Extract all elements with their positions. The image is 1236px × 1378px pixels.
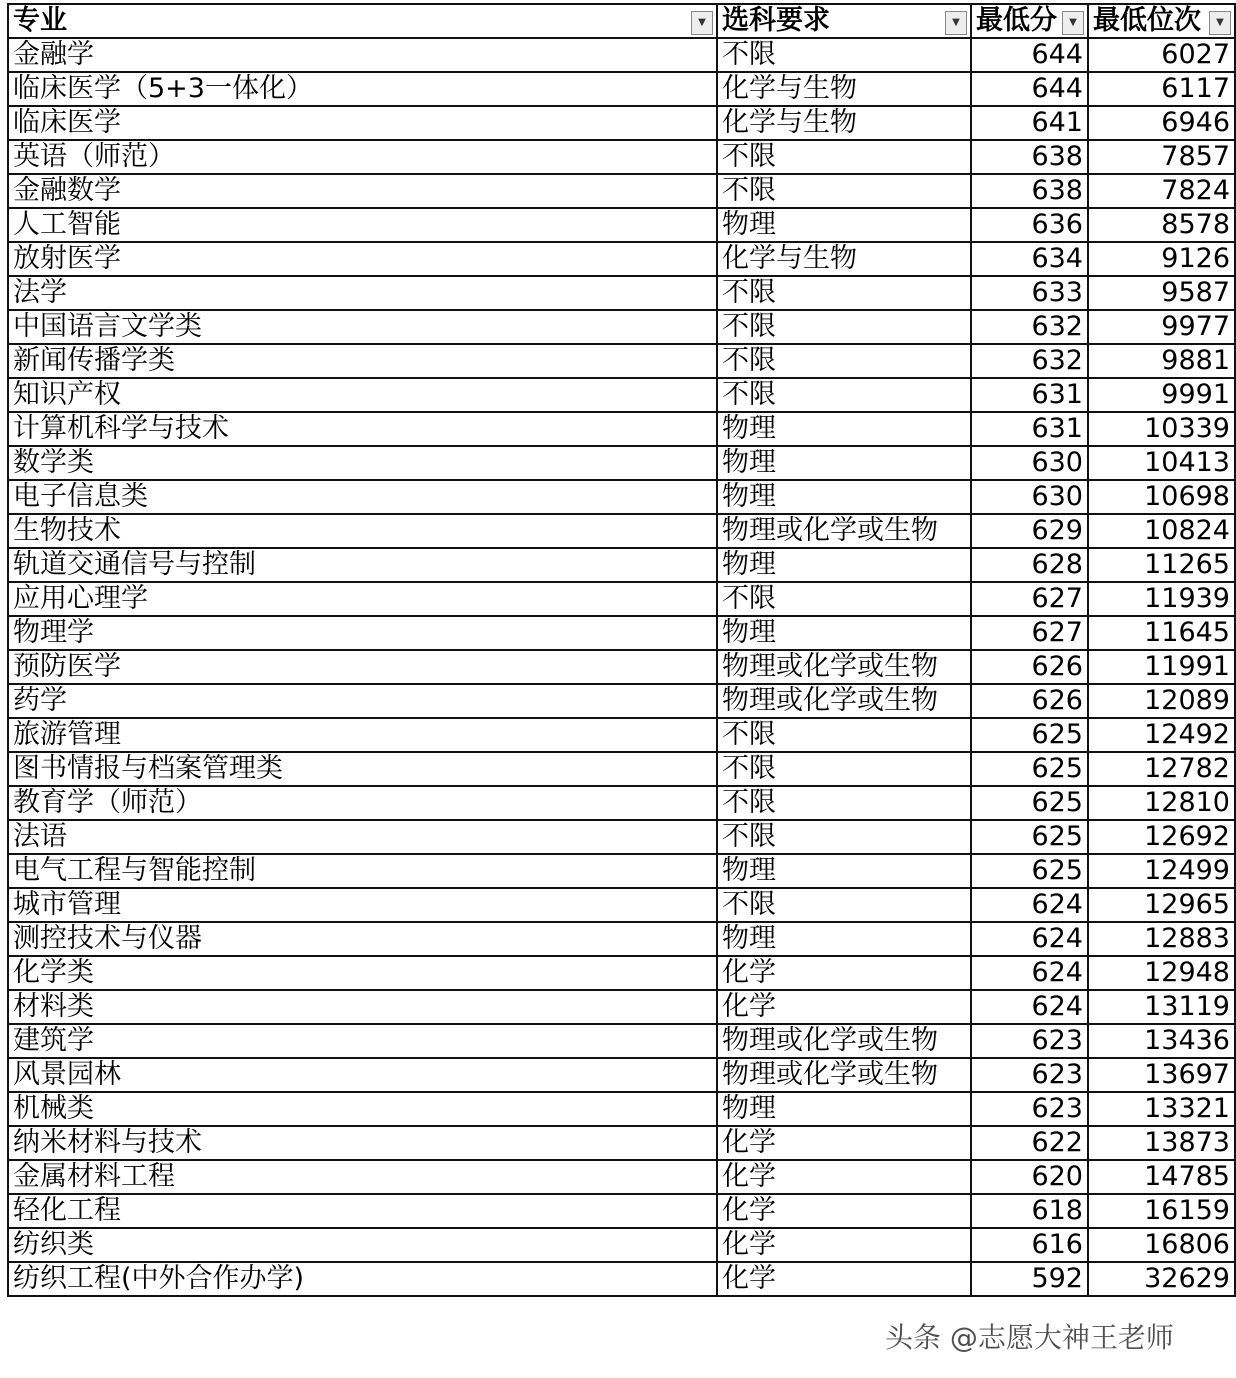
cell-major[interactable]: 放射医学 <box>8 242 717 276</box>
cell-subject[interactable]: 物理 <box>717 548 971 582</box>
cell-min-score[interactable]: 625 <box>971 718 1088 752</box>
cell-min-rank[interactable]: 13873 <box>1088 1126 1235 1160</box>
table-row <box>8 378 1235 412</box>
cell-min-rank[interactable]: 13321 <box>1088 1092 1235 1126</box>
cell-major[interactable]: 知识产权 <box>8 378 717 412</box>
cell-subject[interactable]: 化学与生物 <box>717 106 971 140</box>
cell-major[interactable]: 临床医学 <box>8 106 717 140</box>
cell-min-rank[interactable]: 12499 <box>1088 854 1235 888</box>
header-subject <box>717 4 971 38</box>
cell-major[interactable]: 法语 <box>8 820 717 854</box>
cell-subject[interactable]: 不限 <box>717 310 971 344</box>
cell-subject[interactable]: 化学 <box>717 956 971 990</box>
cell-subject[interactable]: 化学与生物 <box>717 72 971 106</box>
cell-major[interactable]: 城市管理 <box>8 888 717 922</box>
cell-major[interactable]: 金属材料工程 <box>8 1160 717 1194</box>
cell-subject[interactable]: 物理 <box>717 446 971 480</box>
cell-min-score[interactable]: 592 <box>971 1262 1088 1296</box>
cell-min-rank[interactable]: 13436 <box>1088 1024 1235 1058</box>
table-row <box>8 1262 1235 1296</box>
cell-min-score[interactable]: 626 <box>971 650 1088 684</box>
cell-min-rank[interactable]: 14785 <box>1088 1160 1235 1194</box>
cell-subject[interactable]: 化学 <box>717 1126 971 1160</box>
cell-subject[interactable]: 物理 <box>717 412 971 446</box>
cell-min-rank[interactable]: 11991 <box>1088 650 1235 684</box>
cell-subject[interactable]: 不限 <box>717 174 971 208</box>
cell-major[interactable]: 计算机科学与技术 <box>8 412 717 446</box>
cell-major[interactable]: 风景园林 <box>8 1058 717 1092</box>
cell-subject[interactable]: 物理 <box>717 616 971 650</box>
cell-subject[interactable]: 化学 <box>717 1262 971 1296</box>
cell-min-rank[interactable]: 12782 <box>1088 752 1235 786</box>
table-row <box>8 718 1235 752</box>
cell-min-rank[interactable]: 6946 <box>1088 106 1235 140</box>
table-row <box>8 480 1235 514</box>
spreadsheet-table <box>7 3 1236 1297</box>
cell-major[interactable]: 电子信息类 <box>8 480 717 514</box>
table-row <box>8 276 1235 310</box>
cell-major[interactable]: 轨道交通信号与控制 <box>8 548 717 582</box>
cell-min-score[interactable]: 624 <box>971 990 1088 1024</box>
table-row <box>8 140 1235 174</box>
cell-major[interactable]: 材料类 <box>8 990 717 1024</box>
cell-min-score[interactable]: 623 <box>971 1092 1088 1126</box>
cell-min-score[interactable]: 630 <box>971 480 1088 514</box>
table-row <box>8 72 1235 106</box>
table-row <box>8 38 1235 72</box>
cell-min-rank[interactable]: 9991 <box>1088 378 1235 412</box>
cell-min-rank[interactable]: 13119 <box>1088 990 1235 1024</box>
cell-major[interactable]: 机械类 <box>8 1092 717 1126</box>
cell-subject[interactable]: 不限 <box>717 276 971 310</box>
table-row <box>8 106 1235 140</box>
cell-min-rank[interactable]: 7824 <box>1088 174 1235 208</box>
table-row <box>8 1092 1235 1126</box>
cell-min-rank[interactable]: 6027 <box>1088 38 1235 72</box>
cell-subject[interactable]: 物理 <box>717 208 971 242</box>
table-row <box>8 820 1235 854</box>
cell-min-score[interactable]: 634 <box>971 242 1088 276</box>
table-row <box>8 650 1235 684</box>
cell-subject[interactable]: 不限 <box>717 752 971 786</box>
cell-min-score[interactable]: 624 <box>971 922 1088 956</box>
cell-min-rank[interactable]: 16159 <box>1088 1194 1235 1228</box>
cell-major[interactable]: 应用心理学 <box>8 582 717 616</box>
cell-major[interactable]: 电气工程与智能控制 <box>8 854 717 888</box>
header-major <box>8 4 717 38</box>
cell-min-score[interactable]: 625 <box>971 854 1088 888</box>
cell-min-score[interactable]: 626 <box>971 684 1088 718</box>
cell-major[interactable]: 中国语言文学类 <box>8 310 717 344</box>
cell-min-rank[interactable]: 13697 <box>1088 1058 1235 1092</box>
filter-dropdown-icon[interactable]: ▼ <box>945 11 967 35</box>
cell-min-score[interactable]: 616 <box>971 1228 1088 1262</box>
cell-major[interactable]: 教育学（师范） <box>8 786 717 820</box>
table-row <box>8 514 1235 548</box>
cell-min-score[interactable]: 632 <box>971 344 1088 378</box>
table-row <box>8 1058 1235 1092</box>
cell-subject[interactable]: 物理或化学或生物 <box>717 684 971 718</box>
table-row <box>8 786 1235 820</box>
cell-major[interactable]: 纺织类 <box>8 1228 717 1262</box>
cell-min-score[interactable]: 633 <box>971 276 1088 310</box>
filter-dropdown-icon[interactable]: ▼ <box>1062 11 1084 35</box>
cell-min-rank[interactable]: 12965 <box>1088 888 1235 922</box>
cell-min-score[interactable]: 632 <box>971 310 1088 344</box>
cell-major[interactable]: 金融数学 <box>8 174 717 208</box>
cell-major[interactable]: 药学 <box>8 684 717 718</box>
cell-min-score[interactable]: 623 <box>971 1058 1088 1092</box>
cell-subject[interactable]: 物理 <box>717 922 971 956</box>
cell-min-rank[interactable]: 10339 <box>1088 412 1235 446</box>
cell-major[interactable]: 纳米材料与技术 <box>8 1126 717 1160</box>
table-row <box>8 956 1235 990</box>
cell-major[interactable]: 生物技术 <box>8 514 717 548</box>
header-row <box>8 4 1235 38</box>
cell-min-score[interactable]: 624 <box>971 956 1088 990</box>
cell-min-rank[interactable]: 10824 <box>1088 514 1235 548</box>
cell-major[interactable]: 新闻传播学类 <box>8 344 717 378</box>
table-row <box>8 174 1235 208</box>
cell-min-score[interactable]: 644 <box>971 38 1088 72</box>
cell-min-rank[interactable]: 9881 <box>1088 344 1235 378</box>
cell-major[interactable]: 化学类 <box>8 956 717 990</box>
cell-subject[interactable]: 不限 <box>717 582 971 616</box>
cell-subject[interactable]: 物理 <box>717 480 971 514</box>
cell-subject[interactable]: 不限 <box>717 378 971 412</box>
cell-min-rank[interactable]: 8578 <box>1088 208 1235 242</box>
cell-min-score[interactable]: 622 <box>971 1126 1088 1160</box>
cell-major[interactable]: 法学 <box>8 276 717 310</box>
cell-min-rank[interactable]: 12883 <box>1088 922 1235 956</box>
cell-subject[interactable]: 化学 <box>717 1194 971 1228</box>
filter-dropdown-icon[interactable]: ▼ <box>1209 11 1231 35</box>
cell-subject[interactable]: 物理或化学或生物 <box>717 1058 971 1092</box>
filter-dropdown-icon[interactable]: ▼ <box>691 11 713 35</box>
table-row <box>8 1126 1235 1160</box>
cell-min-rank[interactable]: 9126 <box>1088 242 1235 276</box>
cell-subject[interactable]: 不限 <box>717 786 971 820</box>
cell-major[interactable]: 物理学 <box>8 616 717 650</box>
table-row <box>8 684 1235 718</box>
cell-min-score[interactable]: 627 <box>971 616 1088 650</box>
cell-min-score[interactable]: 638 <box>971 140 1088 174</box>
cell-min-rank[interactable]: 6117 <box>1088 72 1235 106</box>
cell-min-score[interactable]: 625 <box>971 786 1088 820</box>
cell-min-score[interactable]: 631 <box>971 412 1088 446</box>
cell-min-score[interactable]: 630 <box>971 446 1088 480</box>
cell-min-rank[interactable]: 10413 <box>1088 446 1235 480</box>
header-label: 最低位次 <box>1093 5 1201 36</box>
table-row <box>8 1194 1235 1228</box>
cell-subject[interactable]: 化学 <box>717 990 971 1024</box>
header-min-rank <box>1088 4 1235 38</box>
cell-min-score[interactable]: 641 <box>971 106 1088 140</box>
header-label: 选科要求 <box>722 5 830 36</box>
cell-min-rank[interactable]: 9977 <box>1088 310 1235 344</box>
cell-major[interactable]: 预防医学 <box>8 650 717 684</box>
table-row <box>8 990 1235 1024</box>
table-row <box>8 310 1235 344</box>
cell-major[interactable]: 图书情报与档案管理类 <box>8 752 717 786</box>
cell-major[interactable]: 临床医学（5+3一体化） <box>8 72 717 106</box>
cell-min-score[interactable]: 628 <box>971 548 1088 582</box>
cell-min-score[interactable]: 629 <box>971 514 1088 548</box>
header-label: 最低分 <box>976 5 1057 36</box>
cell-subject[interactable]: 化学与生物 <box>717 242 971 276</box>
cell-subject[interactable]: 不限 <box>717 344 971 378</box>
cell-major[interactable]: 英语（师范） <box>8 140 717 174</box>
watermark: 头条 @志愿大神王老师 <box>885 1321 1174 1354</box>
cell-min-rank[interactable]: 12810 <box>1088 786 1235 820</box>
cell-min-rank[interactable]: 11265 <box>1088 548 1235 582</box>
table-row <box>8 854 1235 888</box>
cell-min-rank[interactable]: 7857 <box>1088 140 1235 174</box>
table-row <box>8 412 1235 446</box>
cell-subject[interactable]: 化学 <box>717 1160 971 1194</box>
table-row <box>8 446 1235 480</box>
cell-min-rank[interactable]: 12948 <box>1088 956 1235 990</box>
table-row <box>8 1160 1235 1194</box>
cell-min-rank[interactable]: 9587 <box>1088 276 1235 310</box>
cell-min-score[interactable]: 625 <box>971 752 1088 786</box>
cell-major[interactable]: 纺织工程(中外合作办学) <box>8 1262 717 1296</box>
cell-min-rank[interactable]: 10698 <box>1088 480 1235 514</box>
cell-min-score[interactable]: 627 <box>971 582 1088 616</box>
cell-min-rank[interactable]: 11939 <box>1088 582 1235 616</box>
cell-min-score[interactable]: 620 <box>971 1160 1088 1194</box>
cell-subject[interactable]: 不限 <box>717 38 971 72</box>
cell-subject[interactable]: 物理或化学或生物 <box>717 514 971 548</box>
table-row <box>8 888 1235 922</box>
cell-min-score[interactable]: 636 <box>971 208 1088 242</box>
cell-major[interactable]: 数学类 <box>8 446 717 480</box>
table-row <box>8 344 1235 378</box>
cell-min-score[interactable]: 624 <box>971 888 1088 922</box>
cell-major[interactable]: 人工智能 <box>8 208 717 242</box>
cell-subject[interactable]: 不限 <box>717 888 971 922</box>
table-row <box>8 582 1235 616</box>
cell-major[interactable]: 金融学 <box>8 38 717 72</box>
table-row <box>8 1228 1235 1262</box>
table-row <box>8 242 1235 276</box>
cell-subject[interactable]: 物理 <box>717 854 971 888</box>
cell-major[interactable]: 旅游管理 <box>8 718 717 752</box>
cell-min-rank[interactable]: 12492 <box>1088 718 1235 752</box>
cell-min-score[interactable]: 623 <box>971 1024 1088 1058</box>
cell-subject[interactable]: 物理或化学或生物 <box>717 1024 971 1058</box>
cell-min-rank[interactable]: 12692 <box>1088 820 1235 854</box>
table-row <box>8 752 1235 786</box>
table-row <box>8 1024 1235 1058</box>
header-label: 专业 <box>13 5 67 36</box>
cell-min-score[interactable]: 618 <box>971 1194 1088 1228</box>
cell-min-rank[interactable]: 11645 <box>1088 616 1235 650</box>
cell-min-rank[interactable]: 16806 <box>1088 1228 1235 1262</box>
cell-major[interactable]: 建筑学 <box>8 1024 717 1058</box>
cell-subject[interactable]: 不限 <box>717 718 971 752</box>
header-min-score <box>971 4 1088 38</box>
cell-min-score[interactable]: 638 <box>971 174 1088 208</box>
cell-subject[interactable]: 物理 <box>717 1092 971 1126</box>
cell-min-score[interactable]: 644 <box>971 72 1088 106</box>
cell-min-score[interactable]: 625 <box>971 820 1088 854</box>
cell-major[interactable]: 轻化工程 <box>8 1194 717 1228</box>
table-row <box>8 616 1235 650</box>
table-row <box>8 548 1235 582</box>
cell-min-rank[interactable]: 32629 <box>1088 1262 1235 1296</box>
cell-subject[interactable]: 化学 <box>717 1228 971 1262</box>
cell-subject[interactable]: 不限 <box>717 140 971 174</box>
cell-subject[interactable]: 物理或化学或生物 <box>717 650 971 684</box>
cell-min-rank[interactable]: 12089 <box>1088 684 1235 718</box>
cell-min-score[interactable]: 631 <box>971 378 1088 412</box>
cell-major[interactable]: 测控技术与仪器 <box>8 922 717 956</box>
table-row <box>8 922 1235 956</box>
table-row <box>8 208 1235 242</box>
cell-subject[interactable]: 不限 <box>717 820 971 854</box>
